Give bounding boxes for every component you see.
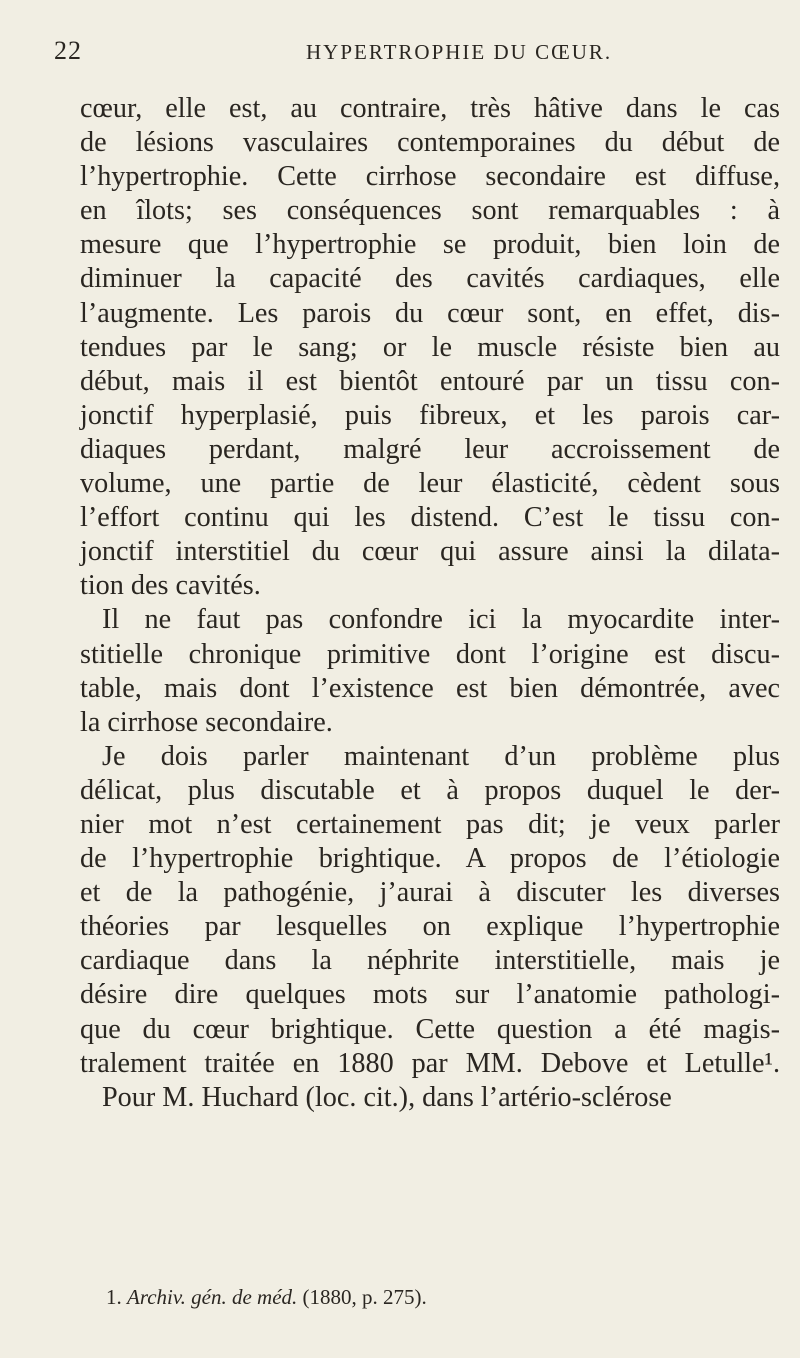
text-line: table, mais dont l’existence est bien démontrée, avec	[80, 672, 780, 704]
text-line: l’hypertrophie. Cette cirrhose secondaire est diffuse,	[80, 161, 780, 193]
text-line: l’effort continu qui les distend. C’est le tissu con-	[80, 502, 780, 534]
text-line: jonctif hyperplasié, puis fibreux, et les parois car-	[80, 399, 780, 431]
text-line: théories par lesquelles on explique l’hypertrophie	[80, 911, 780, 943]
footnote-number: 1.	[106, 1285, 122, 1309]
text-line: stitielle chronique primitive dont l’origine est discu-	[80, 638, 780, 670]
text-line: désire dire quelques mots sur l’anatomie pathologi-	[80, 979, 780, 1011]
footnote-source: Archiv. gén. de méd.	[127, 1285, 298, 1309]
text-line: délicat, plus discutable et à propos duquel le der-	[80, 774, 780, 806]
text-line: diminuer la capacité des cavités cardiaques, elle	[80, 263, 780, 295]
text-line: tion des cavités.	[80, 570, 261, 602]
text-line: tralement traitée en 1880 par MM. Debove et Letulle¹.	[80, 1047, 780, 1079]
footnote-details: (1880, p. 275).	[302, 1285, 427, 1309]
text-line: Pour M. Huchard (loc. cit.), dans l’artério-sclérose	[102, 1081, 672, 1113]
body-text	[80, 92, 780, 1115]
text-line: tendues par le sang; or le muscle résiste bien au	[80, 331, 780, 363]
text-line: la cirrhose secondaire.	[80, 706, 333, 738]
running-title: HYPERTROPHIE DU CŒUR.	[306, 40, 613, 64]
footnote	[106, 1285, 427, 1310]
text-line: début, mais il est bientôt entouré par un tissu con-	[80, 365, 780, 397]
text-line: et de la pathogénie, j’aurai à discuter les diverses	[80, 877, 780, 909]
text-line: mesure que l’hypertrophie se produit, bien loin de	[80, 229, 780, 261]
text-line: diaques perdant, malgré leur accroissement de	[80, 433, 780, 465]
text-line: en îlots; ses conséquences sont remarquables : à	[80, 195, 780, 227]
text-line: l’augmente. Les parois du cœur sont, en effet, dis-	[80, 297, 780, 329]
text-line: Je dois parler maintenant d’un problème plus	[102, 740, 780, 772]
text-line: nier mot n’est certainement pas dit; je veux parler	[80, 808, 780, 840]
text-line: de lésions vasculaires contemporaines du début de	[80, 127, 780, 159]
text-line: cœur, elle est, au contraire, très hâtive dans le cas	[80, 93, 780, 124]
text-line: Il ne faut pas confondre ici la myocardite inter-	[102, 604, 780, 636]
running-head	[54, 36, 754, 76]
text-line: cardiaque dans la néphrite interstitielle, mais je	[80, 945, 780, 977]
text-line: de l’hypertrophie brightique. A propos de l’étiologie	[80, 843, 780, 875]
text-line: volume, une partie de leur élasticité, cèdent sous	[80, 468, 780, 500]
text-line: jonctif interstitiel du cœur qui assure ainsi la dilata-	[80, 536, 780, 568]
text-line: que du cœur brightique. Cette question a été magis-	[80, 1013, 780, 1045]
page-number: 22	[54, 36, 82, 65]
